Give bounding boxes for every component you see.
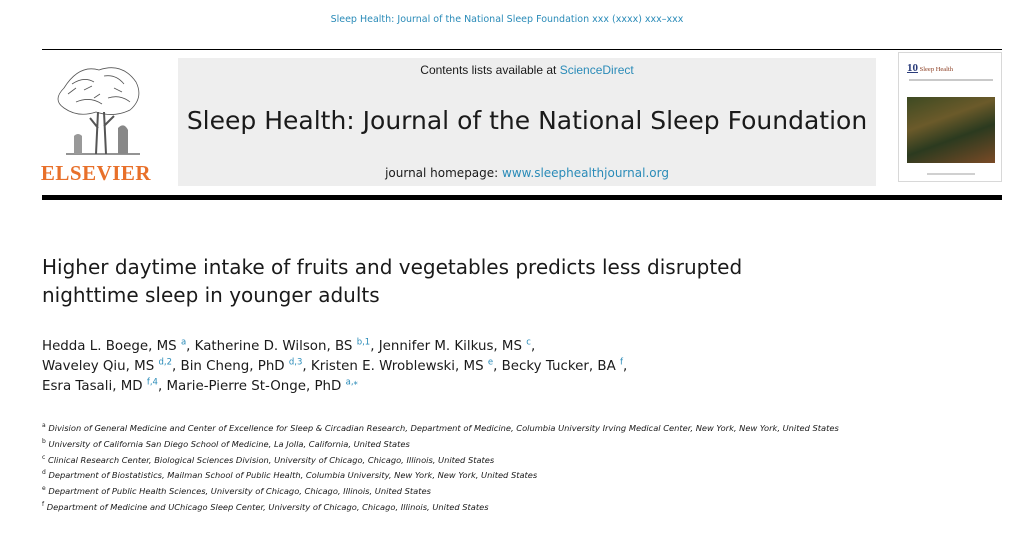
author-separator: , xyxy=(302,359,311,374)
affiliation-text: Division of General Medicine and Center of Excellence for Sleep & Circadian Research, Department of Medicine, Columbia University Irving Medical Center, New York, New York, United States xyxy=(48,422,839,433)
author-separator: , xyxy=(370,339,379,354)
affiliation-text: University of California San Diego School of Medicine, La Jolla, California, United States xyxy=(48,438,410,449)
cover-subtitle-line xyxy=(909,79,993,81)
author-name[interactable]: Jennifer M. Kilkus, MS xyxy=(378,339,522,354)
author-separator: , xyxy=(157,379,167,394)
affiliation-sup: c xyxy=(42,453,46,461)
article-title xyxy=(42,253,902,309)
publisher-name: ELSEVIER xyxy=(40,161,152,185)
homepage-line xyxy=(178,166,876,180)
author-name[interactable]: Becky Tucker, BA xyxy=(501,359,616,374)
author-separator: , xyxy=(493,359,502,374)
header-rule-bottom xyxy=(42,195,1002,200)
author-separator: , xyxy=(623,359,628,374)
article-title-line: Higher daytime intake of fruits and vegetables predicts less disrupted xyxy=(42,255,743,279)
affiliation-text: Department of Public Health Sciences, University of Chicago, Chicago, Illinois, United States xyxy=(48,485,431,496)
header-rule-top xyxy=(42,49,1002,50)
author-name[interactable]: Hedda L. Boege, MS xyxy=(42,339,177,354)
author-line xyxy=(42,377,942,397)
affiliation-item xyxy=(42,498,902,514)
affiliation-item xyxy=(42,419,902,435)
affiliation-text: Department of Medicine and UChicago Sleep Center, University of Chicago, Chicago, Illinois, United States xyxy=(46,501,489,512)
author-name[interactable]: Katherine D. Wilson, BS xyxy=(194,339,353,354)
affiliation-item xyxy=(42,451,902,467)
affiliation-text: Clinical Research Center, Biological Sciences Division, University of Chicago, Chicago, Illinois, United States xyxy=(47,454,495,465)
affiliation-sup: b xyxy=(42,437,46,445)
author-affil-sup[interactable]: a,⁎ xyxy=(345,377,358,388)
author-separator: , xyxy=(172,359,181,374)
homepage-prefix: journal homepage: xyxy=(385,166,503,180)
author-affil-sup[interactable]: b,1 xyxy=(356,337,371,348)
author-affil-sup[interactable]: d,2 xyxy=(158,357,172,368)
affiliation-sup: e xyxy=(42,485,46,493)
author-separator: , xyxy=(530,339,536,354)
cover-artwork xyxy=(907,97,995,163)
affiliation-item xyxy=(42,435,902,451)
affiliation-list xyxy=(42,419,902,514)
homepage-link[interactable]: www.sleephealthjournal.org xyxy=(502,166,669,180)
affiliation-text: Department of Biostatistics, Mailman School of Public Health, Columbia University, New York, New York, United States xyxy=(48,470,538,481)
author-affil-sup[interactable]: f,4 xyxy=(146,377,158,388)
running-head: Sleep Health: Journal of the National Sleep Foundation xxx (xxxx) xxx–xxx xyxy=(330,14,684,25)
author-name[interactable]: Bin Cheng, PhD xyxy=(180,359,285,374)
journal-title: Sleep Health: Journal of the National Sleep Foundation xyxy=(186,106,868,135)
author-line xyxy=(42,337,942,357)
cover-heading xyxy=(907,62,997,74)
author-affil-sup[interactable]: d,3 xyxy=(288,357,303,368)
author-name[interactable]: Kristen E. Wroblewski, MS xyxy=(310,359,484,374)
cover-footer-line xyxy=(927,173,975,175)
journal-cover-thumbnail[interactable] xyxy=(898,52,1002,182)
author-name[interactable]: Esra Tasali, MD xyxy=(42,379,143,394)
affiliation-item xyxy=(42,482,902,498)
affiliation-sup: d xyxy=(42,469,46,477)
cover-title: Sleep Health xyxy=(919,66,954,73)
author-affil-sup[interactable]: c xyxy=(526,337,531,348)
contents-line xyxy=(178,63,876,77)
author-name[interactable]: Marie-Pierre St-Onge, PhD xyxy=(166,379,342,394)
author-affil-sup[interactable]: e xyxy=(487,357,494,368)
author-affil-sup[interactable]: f xyxy=(620,357,623,368)
sciencedirect-link[interactable]: ScienceDirect xyxy=(559,63,634,77)
affiliation-sup: a xyxy=(42,422,46,429)
cover-number: 10 xyxy=(907,62,918,74)
article-title-line: nighttime sleep in younger adults xyxy=(42,283,380,307)
affiliation-sup: f xyxy=(42,500,45,508)
tree-logo-icon xyxy=(44,58,148,162)
journal-masthead xyxy=(178,58,876,186)
author-affil-sup[interactable]: a xyxy=(180,337,187,348)
publisher-logo[interactable] xyxy=(36,58,156,186)
author-line xyxy=(42,357,942,377)
affiliation-item xyxy=(42,466,902,482)
author-separator: , xyxy=(186,339,195,354)
contents-prefix: Contents lists available at xyxy=(420,63,560,77)
author-list xyxy=(42,337,942,397)
author-name[interactable]: Waveley Qiu, MS xyxy=(42,359,155,374)
